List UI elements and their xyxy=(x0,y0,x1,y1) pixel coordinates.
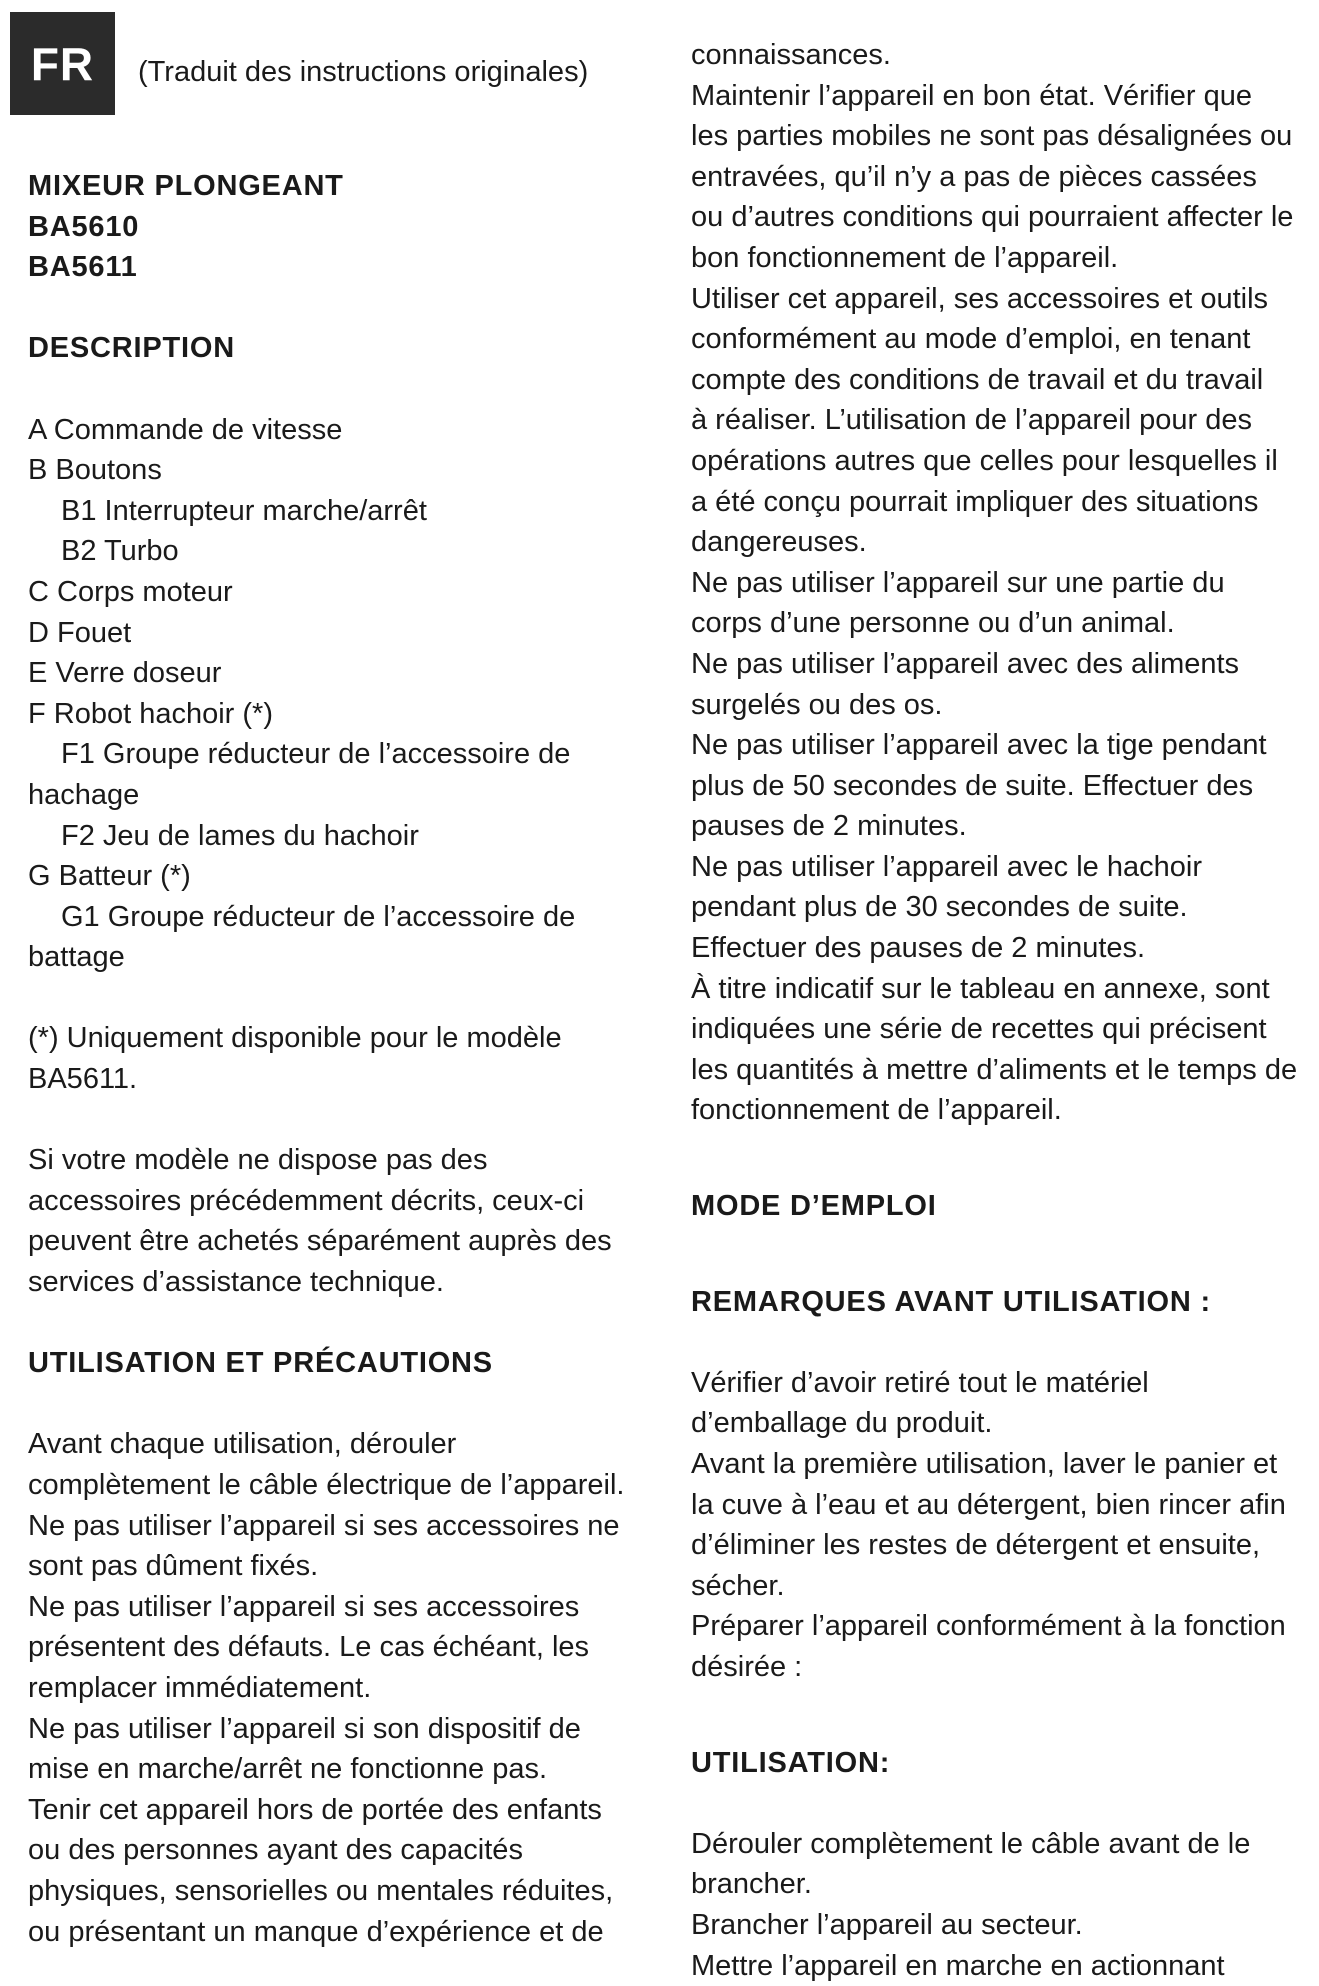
precautions-text: bon fonctionnement de l’appareil. xyxy=(691,241,1119,274)
precautions-text: conformément au mode d’emploi, en tenant xyxy=(691,323,1251,356)
product-name: MIXEUR PLONGEANT xyxy=(28,170,344,202)
remarks-text: d’emballage du produit. xyxy=(691,1407,993,1440)
accessories-paragraph: peuvent être achetés séparément auprès des xyxy=(28,1225,612,1258)
description-item: C Corps moteur xyxy=(28,575,233,608)
remarks-text: Vérifier d’avoir retiré tout le matériel xyxy=(691,1366,1149,1399)
description-item: A Commande de vitesse xyxy=(28,413,343,446)
model-note: BA5611. xyxy=(28,1063,138,1096)
precautions-text: Maintenir l’appareil en bon état. Vérifier que xyxy=(691,79,1252,112)
remarks-text: désirée : xyxy=(691,1650,803,1683)
precautions-text: connaissances. xyxy=(691,39,891,71)
precautions-text: Ne pas utiliser l’appareil avec le hachoir xyxy=(691,850,1202,883)
remarks-text: sécher. xyxy=(691,1569,785,1602)
description-subitem: F1 Groupe réducteur de l’accessoire de xyxy=(61,738,571,771)
precautions-text: pauses de 2 minutes. xyxy=(691,810,967,843)
precautions-text: remplacer immédiatement. xyxy=(28,1671,372,1704)
description-item: E Verre doseur xyxy=(28,657,222,690)
description-subitem: B1 Interrupteur marche/arrêt xyxy=(61,494,427,527)
precautions-text: Utiliser cet appareil, ses accessoires et outils xyxy=(691,282,1269,315)
precautions-text: fonctionnement de l’appareil. xyxy=(691,1094,1062,1127)
description-item: G Batteur (*) xyxy=(28,860,191,893)
precautions-text: les parties mobiles ne sont pas désalignées ou xyxy=(691,120,1293,153)
precautions-text: sont pas dûment fixés. xyxy=(28,1550,319,1583)
description-subitem: G1 Groupe réducteur de l’accessoire de xyxy=(61,900,576,933)
usage-text: Brancher l’appareil au secteur. xyxy=(691,1908,1083,1941)
precautions-text: a été conçu pourrait impliquer des situations xyxy=(691,485,1259,518)
remarks-text: Avant la première utilisation, laver le panier et xyxy=(691,1448,1278,1480)
precautions-text: plus de 50 secondes de suite. Effectuer des xyxy=(691,769,1254,802)
precautions-text: Tenir cet appareil hors de portée des enfants xyxy=(28,1793,602,1826)
precautions-text: physiques, sensorielles ou mentales réduites, xyxy=(28,1874,614,1907)
usage-text: brancher. xyxy=(691,1868,812,1901)
precautions-text: ou présentant un manque d’expérience et de xyxy=(28,1915,604,1948)
precautions-text: mise en marche/arrêt ne fonctionne pas. xyxy=(28,1753,548,1786)
precautions-text: ou des personnes ayant des capacités xyxy=(28,1834,523,1867)
precautions-text: compte des conditions de travail et du travail xyxy=(691,363,1264,396)
precautions-text: entravées, qu’il n’y a pas de pièces cassées xyxy=(691,160,1257,193)
section-heading-description: DESCRIPTION xyxy=(28,332,235,365)
section-heading-remarks: REMARQUES AVANT UTILISATION : xyxy=(691,1285,1211,1318)
section-heading-mode: MODE D’EMPLOI xyxy=(691,1190,937,1223)
precautions-text: corps d’une personne ou d’un animal. xyxy=(691,607,1175,640)
description-item: B Boutons xyxy=(28,454,162,487)
accessories-paragraph: accessoires précédemment décrits, ceux-ci xyxy=(28,1184,585,1217)
section-heading-usage: UTILISATION: xyxy=(691,1746,891,1779)
model-number: BA5611 xyxy=(28,251,138,284)
remarks-text: d’éliminer les restes de détergent et ensuite, xyxy=(691,1529,1261,1562)
precautions-text: complètement le câble électrique de l’appareil. xyxy=(28,1469,625,1501)
remarks-text: Préparer l’appareil conformément à la fonction xyxy=(691,1610,1286,1643)
description-subitem-wrap: battage xyxy=(28,941,125,974)
accessories-paragraph: services d’assistance technique. xyxy=(28,1266,444,1299)
precautions-text: Effectuer des pauses de 2 minutes. xyxy=(691,932,1146,965)
precautions-text: présentent des défauts. Le cas échéant, les xyxy=(28,1631,590,1664)
precautions-text: Ne pas utiliser l’appareil si ses accessoires xyxy=(28,1590,580,1623)
language-badge: FR xyxy=(10,12,115,115)
left-column xyxy=(28,166,648,1952)
description-subitem-wrap: hachage xyxy=(28,778,140,811)
precautions-text: ou d’autres conditions qui pourraient affecter le xyxy=(691,201,1294,234)
section-heading-precautions: UTILISATION ET PRÉCAUTIONS xyxy=(28,1347,493,1380)
accessories-paragraph: Si votre modèle ne dispose pas des xyxy=(28,1144,488,1177)
precautions-text: Avant chaque utilisation, dérouler xyxy=(28,1428,457,1461)
precautions-text: Ne pas utiliser l’appareil si son dispositif de xyxy=(28,1712,581,1745)
usage-text: Dérouler complètement le câble avant de le xyxy=(691,1827,1251,1860)
precautions-text: Ne pas utiliser l’appareil avec des aliments xyxy=(691,647,1240,680)
model-number: BA5610 xyxy=(28,210,140,243)
precautions-text: surgelés ou des os. xyxy=(691,688,943,721)
usage-text: Mettre l’appareil en marche en actionnant xyxy=(691,1949,1225,1982)
precautions-text: à réaliser. L’utilisation de l’appareil pour des xyxy=(691,404,1253,437)
translation-note: (Traduit des instructions originales) xyxy=(138,56,589,88)
model-note: (*) Uniquement disponible pour le modèle xyxy=(28,1022,562,1055)
precautions-text: opérations autres que celles pour lesquelles il xyxy=(691,444,1278,477)
precautions-text: indiquées une série de recettes qui précisent xyxy=(691,1013,1267,1046)
precautions-text: les quantités à mettre d’aliments et le temps de xyxy=(691,1053,1298,1086)
precautions-text: Ne pas utiliser l’appareil avec la tige pendant xyxy=(691,729,1267,762)
precautions-text: Ne pas utiliser l’appareil si ses accessoires ne xyxy=(28,1509,620,1542)
description-item: D Fouet xyxy=(28,616,132,649)
description-item: F Robot hachoir (*) xyxy=(28,697,273,730)
description-subitem: F2 Jeu de lames du hachoir xyxy=(61,819,419,852)
right-column xyxy=(691,35,1311,1986)
precautions-text: À titre indicatif sur le tableau en annexe, sont xyxy=(691,972,1270,1005)
precautions-text: dangereuses. xyxy=(691,526,867,559)
precautions-text: Ne pas utiliser l’appareil sur une partie du xyxy=(691,566,1225,599)
description-subitem: B2 Turbo xyxy=(61,535,179,568)
precautions-text: pendant plus de 30 secondes de suite. xyxy=(691,891,1188,924)
remarks-text: la cuve à l’eau et au détergent, bien rincer afin xyxy=(691,1488,1286,1521)
